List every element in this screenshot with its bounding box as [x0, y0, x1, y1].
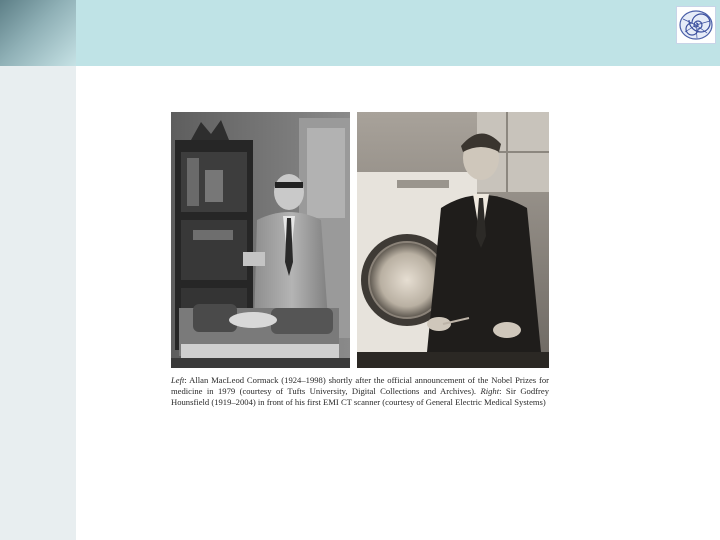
caption-left-label: Left — [171, 375, 185, 385]
nautilus-shell-icon — [676, 6, 716, 44]
photo-hounsfield-with-emi-ct-scanner — [357, 112, 549, 368]
caption-right-text: : Sir Godfrey Hounsfield (1919–2004) in front of his first EMI CT scanner (courtesy of General Electric Medical Systems) — [171, 386, 549, 407]
caption-left-text: : Allan MacLeod Cormack (1924–1998) shortly after the official announcement of the Nobel Prizes for medicine in 1979 (courtesy of Tufts University, Digital Collections and Archives). — [171, 375, 549, 396]
slide-corner-gradient — [0, 0, 76, 66]
caption-right-label: Right — [480, 386, 500, 396]
photo-cormack-with-scanner-prototype — [171, 112, 350, 368]
slide-left-strip — [0, 66, 76, 540]
historic-photo-figure — [171, 112, 549, 368]
figure-caption — [171, 375, 549, 408]
slide-header-band — [0, 0, 720, 66]
